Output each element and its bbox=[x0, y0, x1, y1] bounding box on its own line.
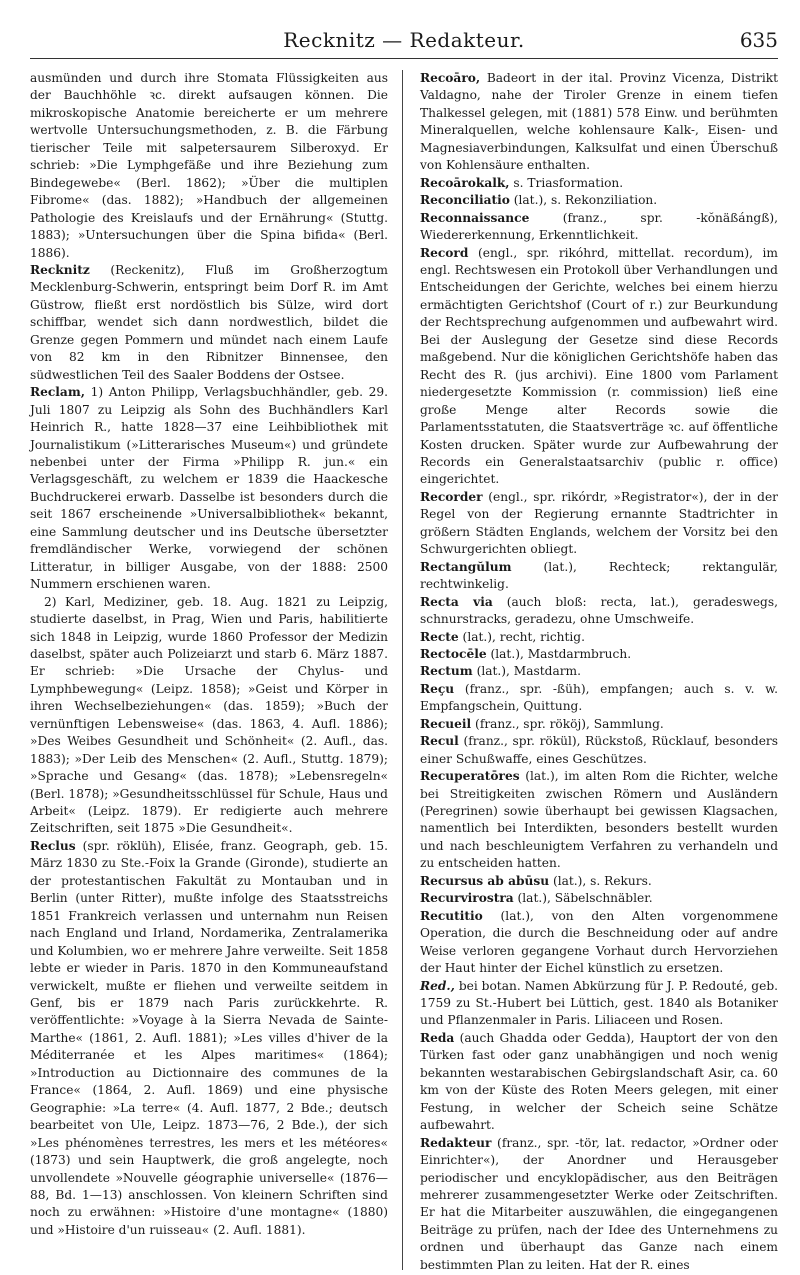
dictionary-entry bbox=[420, 210, 778, 245]
entry-body: Badeort in der ital. Provinz Vicenza, Distrikt Valdagno, nahe der Tiroler Grenze in einem tiefen Thalkessel gelegen, mit (1881) 578 Einw. und berühmten Mineralquellen, welche kohlensaure Kalk-, Eisen- und Magnesiaverbindungen, Kalksulfat und einen Überschuß von Kohlensäure enthalten. bbox=[420, 71, 778, 173]
dictionary-entry bbox=[420, 646, 778, 663]
entry-headword: Recuperatōres bbox=[420, 769, 520, 784]
entry-headword: Redakteur bbox=[420, 1135, 492, 1150]
entry-body: (auch Ghadda oder Gedda), Hauptort der von den Türken fast oder ganz unabhängigen und noch wenig bekannten westarabischen Gebirgslandschaft Asir, ca. 60 km von der Küste des Roten Meers gelegen, mit einer Festung, in welcher der Scheich seine Schätze aufbewahrt. bbox=[420, 1030, 778, 1133]
entry-body: s. Triasformation. bbox=[509, 175, 624, 190]
entry-body: (lat.), s. Rekurs. bbox=[549, 873, 652, 888]
dictionary-entry bbox=[420, 489, 778, 559]
entry-body: (franz., spr. rökül), Rückstoß, Rücklauf, besonders einer Schußwaffe, eines Geschützes. bbox=[420, 734, 778, 766]
entry-headword: Reda bbox=[420, 1030, 455, 1045]
entry-body: (engl., spr. rikórdr, »Registrator«), der in der Regel von der Regierung ernannte Stadtrichter in größern Städten Englands, welchem der Vorsitz bei den Schwurgerichten obliegt. bbox=[420, 489, 778, 557]
entry-headword: Recueil bbox=[420, 716, 472, 731]
dictionary-entry bbox=[420, 1030, 778, 1135]
entry-headword: Reçu bbox=[420, 681, 455, 696]
entry-headword: Rectum bbox=[420, 664, 473, 679]
entry-headword: Recutitio bbox=[420, 908, 483, 923]
running-title: Recknitz — Redakteur. bbox=[283, 28, 525, 52]
left-column bbox=[30, 70, 388, 1239]
entry-headword: Recoāro, bbox=[420, 71, 481, 85]
dictionary-entry bbox=[420, 629, 778, 646]
entry-body: (lat.), recht, richtig. bbox=[458, 629, 585, 644]
entry-headword: Recte bbox=[420, 629, 459, 644]
entry-headword: Recoārokalk, bbox=[420, 175, 510, 190]
entry-body: (franz., spr. -ßüh), empfangen; auch s. v. w. Empfangschein, Quittung. bbox=[420, 681, 778, 714]
right-column bbox=[420, 70, 778, 1274]
entry-headword: Reconciliatio bbox=[420, 193, 510, 208]
entry-body: (franz., spr. -tör, lat. redactor, »Ordner oder Einrichter«), der Anordner und Herausgeber periodischer und encyklopädischer, aus den Beiträgen mehrerer zusammengesetzter Werke oder Zeitschriften. Er hat die Mitarbeiter auszuwählen, die eingegangenen Beiträge zu prüfen, nach der Idee des Unternehmens zu ordnen und überhaupt das Ganze nach einem bestimmten Plan zu leiten. Hat der R. eines bbox=[420, 1135, 778, 1272]
dictionary-entry bbox=[420, 873, 778, 890]
entry-headword: Recorder bbox=[420, 489, 483, 504]
entry-body: (lat.), Mastdarm. bbox=[472, 664, 581, 679]
dictionary-entry bbox=[420, 663, 778, 680]
entry-body: (spr. röklüh), Elisée, franz. Geograph, geb. 15. März 1830 zu Ste.-Foix la Grande (Gironde), studierte an der protestantischen Fakultät zu Montauban und in Berlin (unter Ritter), mußte infolge des Staatsstreichs 1851 Frankreich verlassen und unternahm nun Reisen nach England und Irland, Nordamerika, Zentralamerika und Kolumbien, wo er mehrere Jahre verweilte. Seit 1858 lebte er wieder in Paris. 1870 in den Kommuneaufstand verwickelt, mußte er fliehen und verweilte seitdem in Genf, bis er 1879 nach Paris zurückkehrte. R. veröffentlichte: »Voyage à la Sierra Nevada de Sainte-Marthe« (1861, 2. Aufl. 1881); »Les villes d'hiver de la Méditerranée et les Alpes maritimes« (1864); »Introduction au Dictionnaire des communes de la France« (1864, 2. Aufl. 1869) und eine physische Geographie: »La terre« (4. Aufl. 1877, 2 Bde.; deutsch bearbeitet von Ule, Leipz. 1873—76, 2 Bde.), der sich »Les phénomènes terrestres, les mers et les météores« (1873) und sein Hauptwerk, die groß angelegte, noch unvollendete »Nouvelle géographie universelle« (1876—88, Bd. 1—13) anschlossen. Von kleinern Schriften sind noch zu erwähnen: »Histoire d'une montagne« (1880) und »Histoire d'un ruisseau« (2. Aufl. 1881). bbox=[30, 838, 388, 1237]
entry-headword: Reclus bbox=[30, 838, 76, 853]
dictionary-entry bbox=[420, 70, 778, 175]
dictionary-entry bbox=[30, 262, 388, 384]
dictionary-entry bbox=[420, 192, 778, 209]
entry-body: (lat.), von den Alten vorgenommene Operation, die durch die Beschneidung oder auf andre Weise verloren gegangene Vorhaut durch Hervorziehen der Haut hinter der Eichel künstlich zu ersetzen. bbox=[420, 908, 778, 976]
entry-headword: Recknitz bbox=[30, 262, 90, 277]
dictionary-entry bbox=[420, 681, 778, 716]
entry-body: ausmünden und durch ihre Stomata Flüssigkeiten aus der Bauchhöhle ꝛc. direkt aufsaugen können. Die mikroskopische Anatomie bereicherte er um mehrere wertvolle Untersuchungsmethoden, z. B. die Färbung tierischer Teile mit salpetersaurem Silberoxyd. Er schrieb: »Die Lymphgefäße und ihre Beziehung zum Bindegewebe« (Berl. 1862); »Über die multiplen Fibrome« (das. 1882); »Handbuch der allgemeinen Pathologie des Kreislaufs und der Ernährung« (Stuttg. 1883); »Untersuchungen über die Spina bifida« (Berl. 1886). bbox=[30, 71, 388, 260]
entry-headword: Rectangŭlum bbox=[420, 559, 512, 574]
page-number: 635 bbox=[739, 28, 778, 52]
dictionary-entry bbox=[420, 594, 778, 629]
entry-body: (lat.), im alten Rom die Richter, welche bei Streitigkeiten zwischen Römern und Ausländern (Peregrinen) sowie überhaupt bei gewissen Klagsachen, namentlich bei Interdikten, besonders bestellt wurden und nach beschleunigtem Verfahren zu verhandeln und zu entscheiden hatten. bbox=[420, 769, 778, 871]
entry-body: 2) Karl, Mediziner, geb. 18. Aug. 1821 zu Leipzig, studierte daselbst, in Prag, Wien und Paris, habilitierte sich 1848 in Leipzig, wurde 1860 Professor der Medizin daselbst, später auch Polizeiarzt und starb 6. März 1887. Er schrieb: »Die Ursache der Chylus- und Lymphbewegung« (Leipz. 1858); »Geist und Körper in ihren Wechselbeziehungen« (das. 1859); »Buch der vernünftigen Lebensweise« (das. 1863, 4. Aufl. 1886); »Des Weibes Gesundheit und Schönheit« (2. Aufl., das. 1883); »Der Leib des Menschen« (2. Aufl., Stuttg. 1879); »Sprache und Gesang« (das. 1878); »Lebensregeln« (Berl. 1878); »Gesundheitsschlüssel für Schule, Haus und Arbeit« (Leipz. 1879). Er redigierte auch mehrere Zeitschriften, seit 1875 »Die Gesundheit«. bbox=[30, 594, 388, 836]
entry-body: (lat.), s. Rekonziliation. bbox=[509, 193, 658, 208]
dictionary-entry bbox=[30, 838, 388, 1239]
text-columns bbox=[30, 70, 778, 1272]
entry-headword: Rectocēle bbox=[420, 646, 487, 661]
entry-headword: Recurvirostra bbox=[420, 891, 514, 906]
dictionary-entry bbox=[30, 384, 388, 593]
dictionary-entry bbox=[420, 890, 778, 907]
entry-body: (franz., spr. -kŏnäßángß), Wiedererkennung, Erkenntlichkeit. bbox=[420, 210, 778, 243]
entry-headword: Red., bbox=[420, 978, 455, 993]
dictionary-entry bbox=[420, 1135, 778, 1275]
entry-body: (auch bloß: recta, lat.), geradeswegs, schnurstracks, geradezu, ohne Umschweife. bbox=[420, 594, 778, 627]
entry-body: (engl., spr. rikóhrd, mittellat. recordum), im engl. Rechtswesen ein Protokoll über Verhandlungen und Entscheidungen der Gerichte, welches bei einem hierzu ermächtigten Gerichtshof (Court of r.) zur Beurkundung der Rechtsprechung aufgenommen und aufbewahrt wird. Bei der Auslegung der Gesetze sind diese Records maßgebend. Nur die königlichen Gerichtshöfe haben das Recht des R. (jus archivi). Eine 1800 vom Parlament niedergesetzte Kommission (r. commission) ließ eine große Menge alter Records sowie die Parlamentsstatuten, die Staatsverträge ꝛc. auf öffentliche Kosten drucken. Später wurde zur Aufbewahrung der Records ein Generalstaatsarchiv (public r. office) eingerichtet. bbox=[420, 245, 778, 487]
dictionary-entry bbox=[420, 245, 778, 489]
dictionary-entry bbox=[420, 716, 778, 733]
page-header bbox=[30, 14, 778, 59]
entry-body: bei botan. Namen Abkürzung für J. P. Redouté, geb. 1759 zu St.-Hubert bei Lüttich, gest. 1840 als Botaniker und Pflanzenmaler in Paris. Liliaceen und Rosen. bbox=[420, 978, 778, 1028]
entry-body: (franz., spr. rököj), Sammlung. bbox=[471, 716, 664, 731]
entry-headword: Reconnaissance bbox=[420, 210, 530, 225]
entry-body: (Reckenitz), Fluß im Großherzogtum Mecklenburg-Schwerin, entspringt beim Dorf R. im Amt Güstrow, fließt erst nordöstlich bis Sülze, wird dort schiffbar, wendet sich dann nordwestlich, bildet die Grenze gegen Pommern und mündet nach einem Laufe von 82 km in den Ribnitzer Binnensee, den südwestlichen Teil des Saaler Boddens der Ostsee. bbox=[30, 262, 388, 382]
entry-body: (lat.), Rechteck; rektangulär, rechtwinkelig. bbox=[420, 559, 778, 592]
entry-headword: Recursus ab abūsu bbox=[420, 873, 550, 888]
dictionary-entry bbox=[30, 594, 388, 838]
entry-headword: Reclam, bbox=[30, 385, 85, 400]
dictionary-entry bbox=[420, 908, 778, 978]
dictionary-entry bbox=[30, 70, 388, 262]
entry-headword: Recul bbox=[420, 734, 459, 749]
dictionary-entry bbox=[420, 978, 778, 1030]
entry-body: (lat.), Mastdarmbruch. bbox=[486, 646, 632, 661]
entry-body: (lat.), Säbelschnäbler. bbox=[513, 891, 653, 906]
dictionary-entry bbox=[420, 768, 778, 873]
entry-headword: Record bbox=[420, 245, 469, 260]
dictionary-entry bbox=[420, 175, 778, 192]
dictionary-entry bbox=[420, 733, 778, 768]
entry-body: 1) Anton Philipp, Verlagsbuchhändler, geb. 29. Juli 1807 zu Leipzig als Sohn des Buchhändlers Karl Heinrich R., hatte 1828—37 eine Leihbibliothek mit Journalistikum (»Litterarisches Museum«) und gründete nebenbei unter der Firma »Philipp R. jun.« ein Verlagsgeschäft, zu welchem er 1839 die Haackesche Buchdruckerei erwarb. Dasselbe ist besonders durch die seit 1867 erscheinende »Universalbibliothek« bekannt, eine Sammlung deutscher und ins Deutsche übersetzter fremdländischer Werke, vorwiegend der schönen Litteratur, in billiger Ausgabe, von der 1888: 2500 Nummern erschienen waren. bbox=[30, 385, 388, 592]
dictionary-entry bbox=[420, 559, 778, 594]
entry-headword: Recta via bbox=[420, 594, 493, 609]
column-divider bbox=[402, 70, 403, 1270]
dictionary-page bbox=[30, 14, 778, 1272]
